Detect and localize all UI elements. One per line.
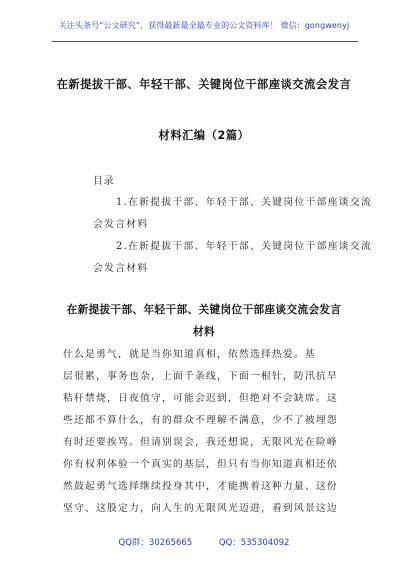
toc-item-2-line2[interactable]: 会发言材料: [93, 263, 149, 274]
document-title-line2: 材料汇编（2篇）: [158, 129, 250, 142]
body-line: 层很累，事务也杂，上面千条线，下面一根针，防汛抗旱: [63, 371, 338, 382]
toc-heading: 目录: [93, 176, 115, 187]
body-line: 秸秆禁烧，日夜值守，可能会迟到，但绝对不会缺席。这: [63, 393, 338, 404]
toc-item-2-line1[interactable]: 2.在新提拔干部、年轻干部、关键岗位干部座谈交流: [116, 241, 373, 252]
body-line: 什么是勇气，就是当你知道真相，依然选择热爱。基: [63, 349, 316, 360]
toc-item-1-line1[interactable]: 1.在新提拔干部、年轻干部、关键岗位干部座谈交流: [116, 197, 373, 208]
header-divider: [52, 41, 358, 42]
body-line: 然鼓起勇气选择继续投身其中，才能携着这种力量、这份: [63, 481, 338, 492]
section-title-line2: 材料: [193, 326, 215, 338]
body-line: 坚守、这股定力，向人生的无限风光迈进，看到风景这边: [63, 503, 338, 514]
body-line: 些还都不算什么，有的群众不理解不满意，少不了被埋怨: [63, 415, 338, 426]
body-line: 有时还要挨骂。但请别误会，我还想说，无限风光在险峰: [63, 437, 338, 448]
document-title-line1: 在新提拔干部、年轻干部、关键岗位干部座谈交流会发言: [56, 78, 352, 91]
body-line: 你有权利体验一个真实的基层，但只有当你知道真相还依: [63, 459, 338, 470]
footer: [0, 536, 408, 548]
header-notice: 关注头条号“公文研究”，获得最新最全最专业的公文资料库！ 微信：gongwenyj: [58, 21, 350, 30]
footer-qq: QQ：535304092: [218, 538, 290, 548]
footer-qq-group: QQ群：30265665: [118, 538, 193, 548]
section-title-line1: 在新提拔干部、年轻干部、关键岗位干部座谈交流会发言: [66, 304, 342, 316]
toc-item-1-line2[interactable]: 会发言材料: [93, 219, 149, 230]
